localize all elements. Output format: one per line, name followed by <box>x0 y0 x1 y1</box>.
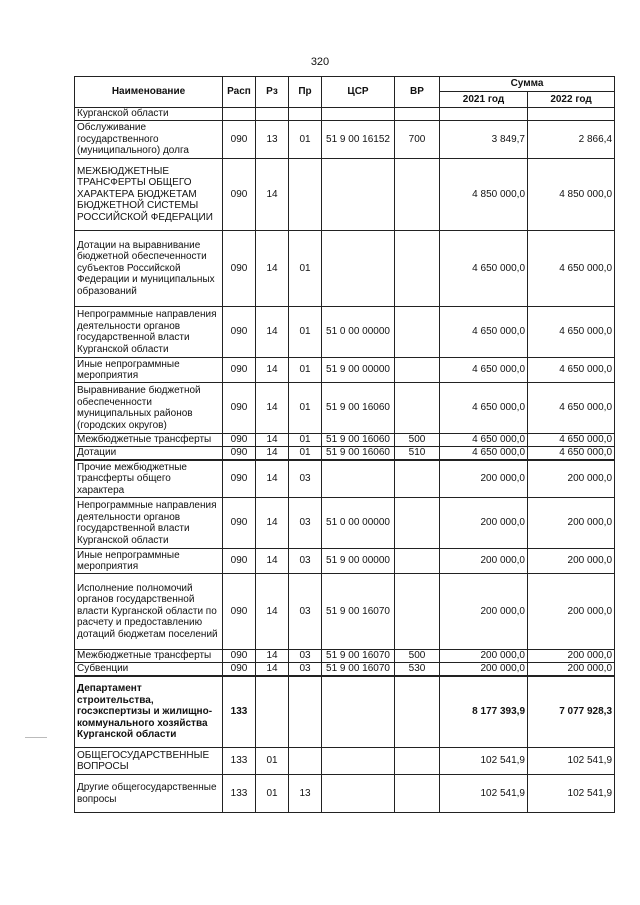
cell-name: ОБЩЕГОСУДАРСТВЕННЫЕ ВОПРОСЫ <box>75 748 223 775</box>
cell-csr: 51 9 00 16060 <box>322 383 395 434</box>
cell-vr <box>395 383 440 434</box>
table-row <box>75 775 615 813</box>
cell-rz: 14 <box>256 434 289 447</box>
cell-2022: 7 077 928,3 <box>528 676 615 748</box>
cell-csr: 51 9 00 00000 <box>322 358 395 383</box>
table-row <box>75 498 615 549</box>
cell-csr: 51 9 00 16070 <box>322 663 395 676</box>
header-2022: 2022 год <box>528 92 615 108</box>
cell-pr <box>289 748 322 775</box>
cell-name: Дотации <box>75 447 223 460</box>
cell-name: Обслуживание государственного (муниципального) долга <box>75 121 223 159</box>
cell-csr <box>322 775 395 813</box>
cell-rasp: 090 <box>223 231 256 307</box>
cell-rasp: 090 <box>223 307 256 358</box>
cell-vr <box>395 748 440 775</box>
cell-pr: 03 <box>289 574 322 650</box>
budget-table <box>74 76 615 813</box>
cell-rz: 14 <box>256 460 289 498</box>
cell-pr: 13 <box>289 775 322 813</box>
page-number: 320 <box>310 56 330 68</box>
margin-mark <box>25 737 47 738</box>
cell-2021: 200 000,0 <box>440 650 528 663</box>
cell-csr: 51 9 00 16060 <box>322 434 395 447</box>
cell-csr <box>322 676 395 748</box>
cell-pr: 01 <box>289 307 322 358</box>
cell-2022: 200 000,0 <box>528 574 615 650</box>
cell-rz: 01 <box>256 748 289 775</box>
cell-rasp: 090 <box>223 447 256 460</box>
cell-name: Непрограммные направления деятельности органов государственной власти Курганской области <box>75 498 223 549</box>
table-row <box>75 663 615 676</box>
cell-pr: 01 <box>289 447 322 460</box>
cell-vr <box>395 159 440 231</box>
cell-rz: 14 <box>256 307 289 358</box>
cell-name: Субвенции <box>75 663 223 676</box>
cell-pr <box>289 108 322 121</box>
cell-csr <box>322 108 395 121</box>
cell-rz <box>256 676 289 748</box>
cell-2021: 4 850 000,0 <box>440 159 528 231</box>
header-2021: 2021 год <box>440 92 528 108</box>
cell-rz: 14 <box>256 549 289 574</box>
cell-vr <box>395 231 440 307</box>
cell-name: Иные непрограммные мероприятия <box>75 358 223 383</box>
header-name: Наименование <box>75 77 223 108</box>
cell-csr: 51 9 00 16152 <box>322 121 395 159</box>
cell-rasp: 090 <box>223 358 256 383</box>
cell-2021: 4 650 000,0 <box>440 383 528 434</box>
cell-name: Иные непрограммные мероприятия <box>75 549 223 574</box>
cell-2022 <box>528 108 615 121</box>
cell-csr: 51 9 00 16070 <box>322 574 395 650</box>
table-row <box>75 307 615 358</box>
cell-vr: 500 <box>395 434 440 447</box>
cell-2021: 102 541,9 <box>440 748 528 775</box>
cell-rasp: 133 <box>223 676 256 748</box>
cell-vr <box>395 307 440 358</box>
cell-name: Курганской области <box>75 108 223 121</box>
table-row <box>75 159 615 231</box>
cell-csr: 51 0 00 00000 <box>322 498 395 549</box>
cell-vr <box>395 498 440 549</box>
cell-2021 <box>440 108 528 121</box>
cell-csr <box>322 460 395 498</box>
header-rasp: Расп <box>223 77 256 108</box>
header-vr: ВР <box>395 77 440 108</box>
table-row <box>75 748 615 775</box>
cell-rasp: 090 <box>223 663 256 676</box>
table-row <box>75 383 615 434</box>
cell-rz: 14 <box>256 383 289 434</box>
cell-pr: 03 <box>289 498 322 549</box>
header-sum: Сумма <box>440 77 615 92</box>
cell-csr <box>322 231 395 307</box>
cell-name: Межбюджетные трансферты <box>75 434 223 447</box>
cell-pr: 01 <box>289 358 322 383</box>
cell-csr <box>322 159 395 231</box>
cell-2021: 4 650 000,0 <box>440 231 528 307</box>
cell-pr: 03 <box>289 549 322 574</box>
cell-csr: 51 9 00 00000 <box>322 549 395 574</box>
cell-rasp: 133 <box>223 775 256 813</box>
cell-vr: 700 <box>395 121 440 159</box>
cell-name: Выравнивание бюджетной обеспеченности муниципальных районов (городских округов) <box>75 383 223 434</box>
table-row <box>75 549 615 574</box>
cell-2021: 3 849,7 <box>440 121 528 159</box>
cell-rz: 14 <box>256 358 289 383</box>
cell-vr <box>395 358 440 383</box>
cell-rasp: 090 <box>223 383 256 434</box>
cell-rasp: 090 <box>223 574 256 650</box>
table-row <box>75 358 615 383</box>
cell-rasp: 090 <box>223 549 256 574</box>
cell-rz: 01 <box>256 775 289 813</box>
cell-rz: 14 <box>256 447 289 460</box>
cell-2022: 200 000,0 <box>528 650 615 663</box>
cell-rz <box>256 108 289 121</box>
cell-pr <box>289 676 322 748</box>
cell-2021: 4 650 000,0 <box>440 434 528 447</box>
cell-2021: 200 000,0 <box>440 549 528 574</box>
cell-pr: 01 <box>289 383 322 434</box>
cell-pr <box>289 159 322 231</box>
cell-2022: 2 866,4 <box>528 121 615 159</box>
cell-pr: 01 <box>289 231 322 307</box>
cell-2021: 4 650 000,0 <box>440 358 528 383</box>
cell-2022: 4 650 000,0 <box>528 383 615 434</box>
cell-vr <box>395 460 440 498</box>
cell-rz: 14 <box>256 231 289 307</box>
cell-rasp: 090 <box>223 650 256 663</box>
cell-2022: 200 000,0 <box>528 549 615 574</box>
cell-vr: 530 <box>395 663 440 676</box>
cell-pr: 03 <box>289 460 322 498</box>
cell-vr <box>395 574 440 650</box>
cell-2022: 4 650 000,0 <box>528 358 615 383</box>
cell-rasp: 090 <box>223 159 256 231</box>
cell-csr: 51 9 00 16070 <box>322 650 395 663</box>
table-row <box>75 434 615 447</box>
table-row <box>75 108 615 121</box>
cell-rasp: 090 <box>223 121 256 159</box>
cell-csr: 51 0 00 00000 <box>322 307 395 358</box>
cell-csr: 51 9 00 16060 <box>322 447 395 460</box>
cell-2022: 4 850 000,0 <box>528 159 615 231</box>
cell-rasp: 133 <box>223 748 256 775</box>
cell-rz: 14 <box>256 498 289 549</box>
cell-vr: 500 <box>395 650 440 663</box>
cell-pr: 03 <box>289 663 322 676</box>
cell-2022: 102 541,9 <box>528 748 615 775</box>
table-row <box>75 231 615 307</box>
table-row <box>75 447 615 460</box>
cell-rz: 14 <box>256 159 289 231</box>
table-row <box>75 650 615 663</box>
cell-csr <box>322 748 395 775</box>
header-csr: ЦСР <box>322 77 395 108</box>
header-rz: Рз <box>256 77 289 108</box>
cell-vr: 510 <box>395 447 440 460</box>
cell-rz: 13 <box>256 121 289 159</box>
cell-2021: 102 541,9 <box>440 775 528 813</box>
cell-vr <box>395 549 440 574</box>
cell-rasp <box>223 108 256 121</box>
cell-pr: 01 <box>289 434 322 447</box>
cell-vr <box>395 775 440 813</box>
cell-2022: 102 541,9 <box>528 775 615 813</box>
cell-2022: 4 650 000,0 <box>528 231 615 307</box>
cell-2022: 200 000,0 <box>528 663 615 676</box>
cell-pr: 03 <box>289 650 322 663</box>
cell-2022: 200 000,0 <box>528 498 615 549</box>
table-row <box>75 121 615 159</box>
header-pr: Пр <box>289 77 322 108</box>
table-row <box>75 460 615 498</box>
cell-name: Непрограммные направления деятельности органов государственной власти Курганской области <box>75 307 223 358</box>
cell-2021: 200 000,0 <box>440 498 528 549</box>
cell-name: Исполнение полномочий органов государственной власти Курганской области по расчету и предоставлению дотаций бюджетам поселений <box>75 574 223 650</box>
cell-2022: 4 650 000,0 <box>528 434 615 447</box>
cell-rasp: 090 <box>223 434 256 447</box>
cell-vr <box>395 108 440 121</box>
cell-rasp: 090 <box>223 498 256 549</box>
cell-rz: 14 <box>256 650 289 663</box>
cell-pr: 01 <box>289 121 322 159</box>
cell-2021: 4 650 000,0 <box>440 307 528 358</box>
table-row <box>75 574 615 650</box>
cell-2021: 4 650 000,0 <box>440 447 528 460</box>
cell-name: Межбюджетные трансферты <box>75 650 223 663</box>
cell-2021: 200 000,0 <box>440 460 528 498</box>
table-row <box>75 676 615 748</box>
cell-2022: 4 650 000,0 <box>528 307 615 358</box>
cell-2022: 200 000,0 <box>528 460 615 498</box>
cell-name: Департамент строительства, госэкспертизы и жилищно-коммунального хозяйства Курганской области <box>75 676 223 748</box>
cell-name: МЕЖБЮДЖЕТНЫЕ ТРАНСФЕРТЫ ОБЩЕГО ХАРАКТЕРА БЮДЖЕТАМ БЮДЖЕТНОЙ СИСТЕМЫ РОССИЙСКОЙ ФЕДЕРАЦИИ <box>75 159 223 231</box>
cell-2021: 8 177 393,9 <box>440 676 528 748</box>
cell-2021: 200 000,0 <box>440 574 528 650</box>
cell-rz: 14 <box>256 574 289 650</box>
cell-2021: 200 000,0 <box>440 663 528 676</box>
cell-name: Дотации на выравнивание бюджетной обеспеченности субъектов Российской Федерации и муниципальных образований <box>75 231 223 307</box>
cell-2022: 4 650 000,0 <box>528 447 615 460</box>
cell-rasp: 090 <box>223 460 256 498</box>
cell-name: Прочие межбюджетные трансферты общего характера <box>75 460 223 498</box>
cell-rz: 14 <box>256 663 289 676</box>
cell-name: Другие общегосударственные вопросы <box>75 775 223 813</box>
cell-vr <box>395 676 440 748</box>
